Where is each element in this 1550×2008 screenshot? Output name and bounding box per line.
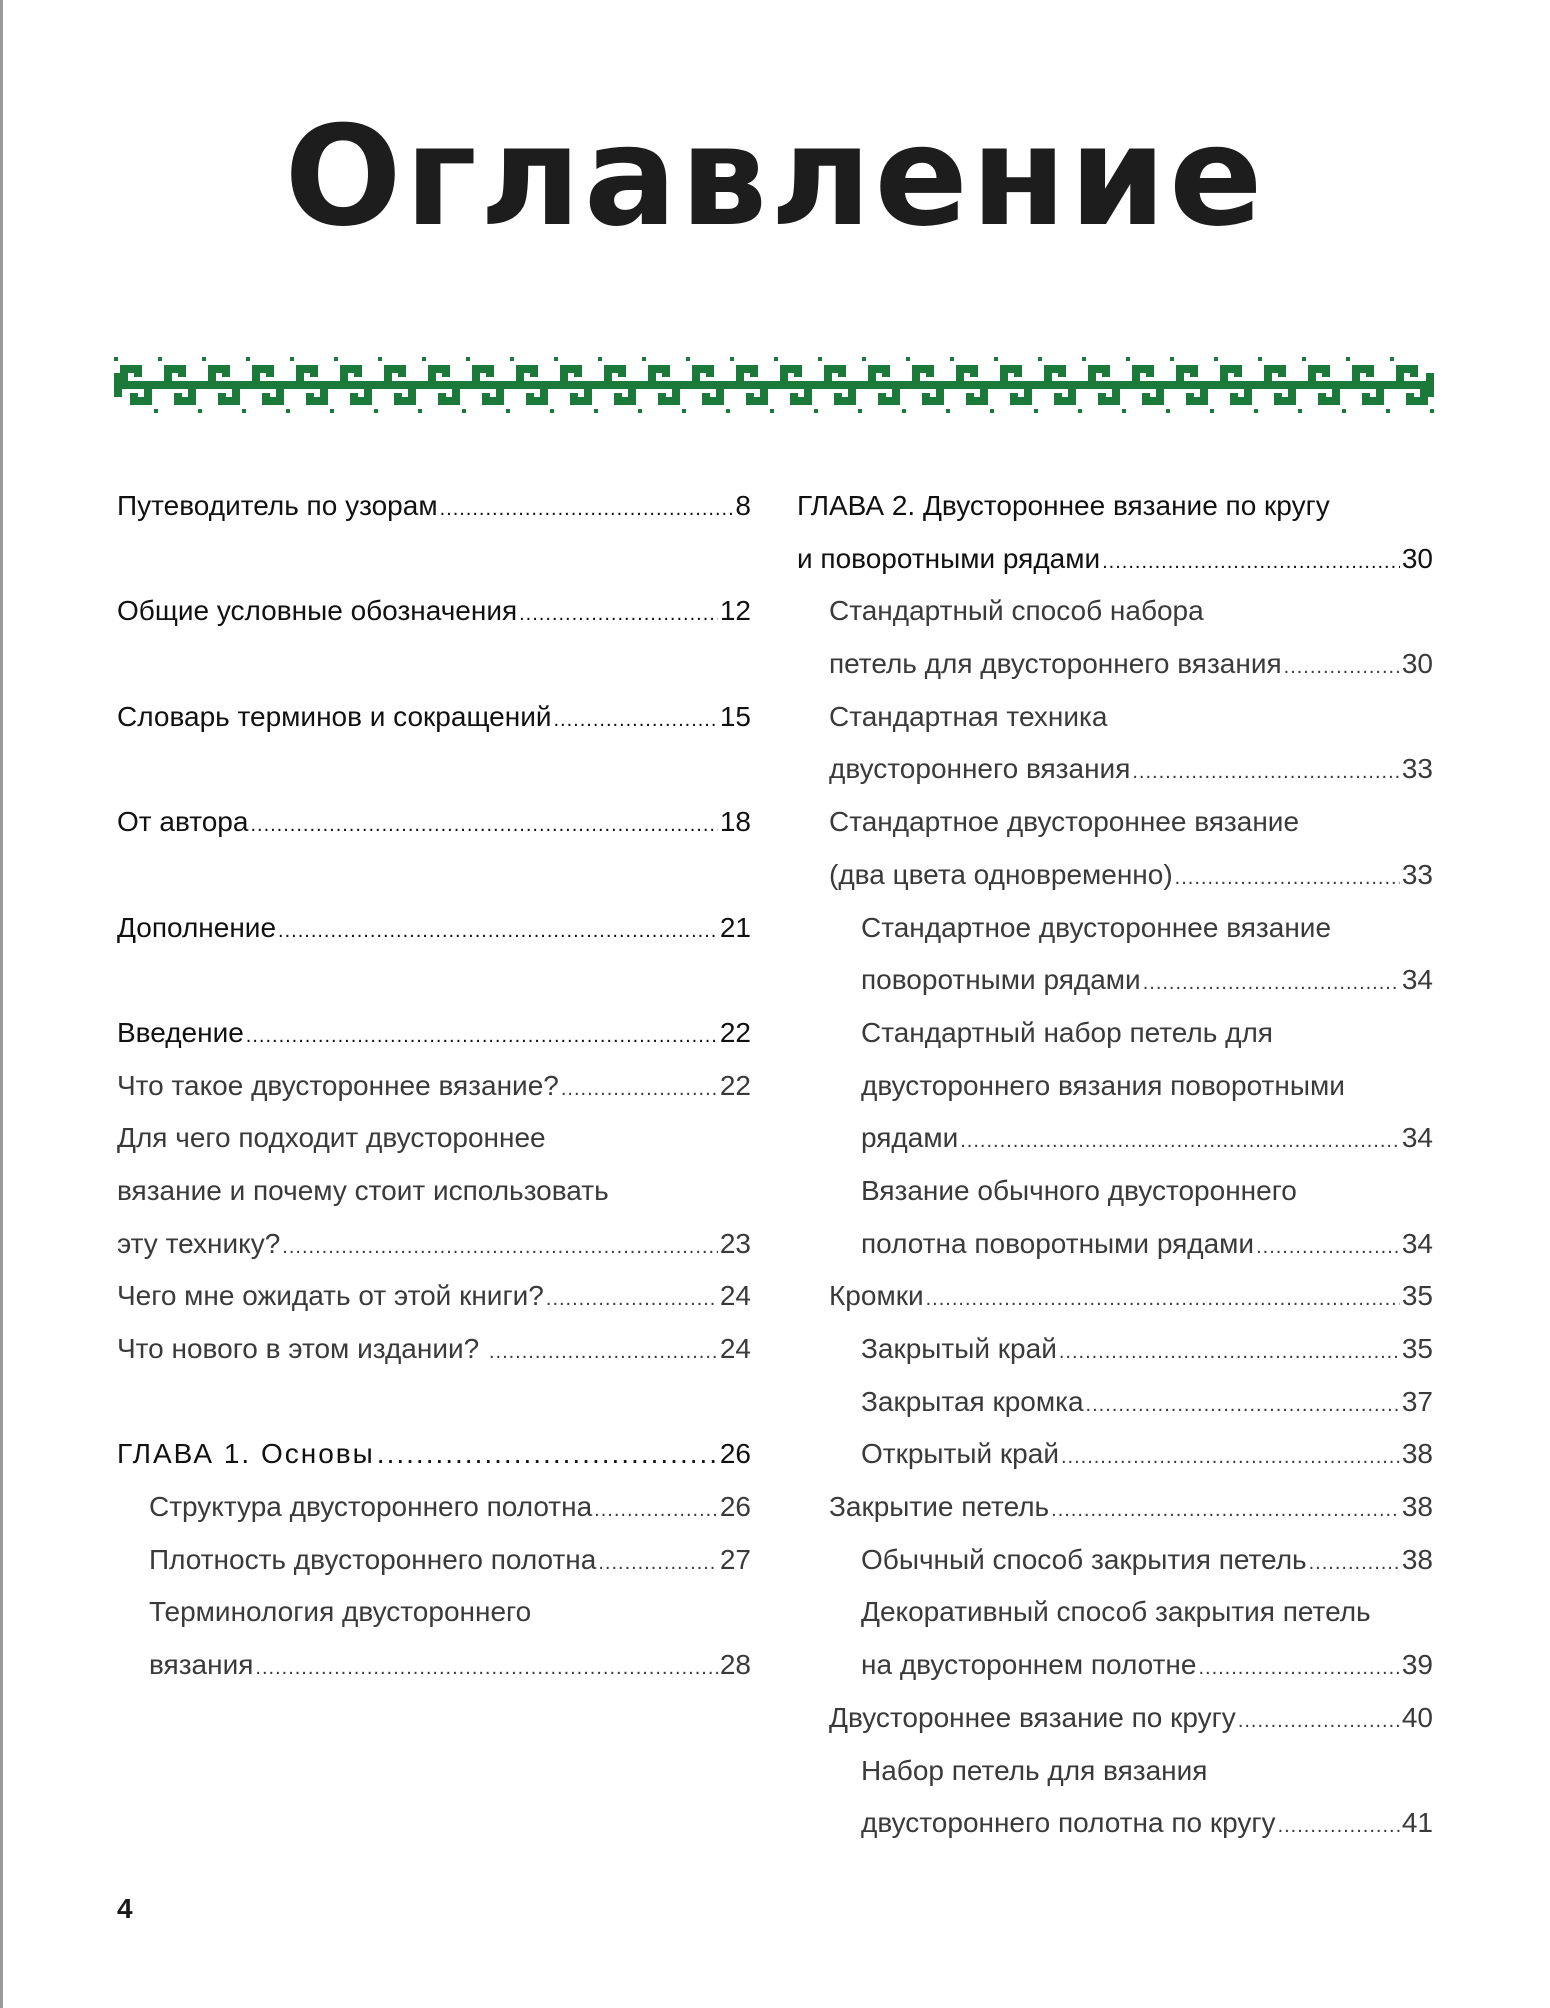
- toc-subentry-line: Для чего подходит двустороннее: [117, 1122, 546, 1154]
- toc-subentry[interactable]: вязания ..... 28: [117, 1639, 751, 1692]
- toc-subentry[interactable]: Что нового в этом издании? ..... 24: [117, 1323, 751, 1376]
- toc-subentry-line: вязание и почему стоит использовать: [117, 1174, 609, 1206]
- toc-left-column: [117, 480, 751, 1692]
- toc-subentry[interactable]: Двустороннее вязание по кругу ..... 40: [797, 1692, 1433, 1745]
- toc-subentry-line: двустороннего вязания поворотными: [861, 1069, 1345, 1101]
- toc-subentry-line: Стандартный способ набора: [829, 595, 1204, 627]
- toc-subentry-line: Стандартная техника: [829, 700, 1108, 732]
- toc-subentry[interactable]: Плотность двустороннего полотна ..... 27: [117, 1534, 751, 1587]
- toc-subentry-line: Терминология двустороннего: [149, 1596, 532, 1628]
- toc-subentry[interactable]: Обычный способ закрытия петель ..... 38: [797, 1534, 1433, 1587]
- toc-subentry-line: Набор петель для вязания: [861, 1754, 1208, 1786]
- toc-entry[interactable]: Общие условные обозначения ..... 12: [117, 585, 751, 638]
- toc-subentry[interactable]: эту технику? ..... 23: [117, 1218, 751, 1271]
- toc-subentry-line: Стандартный набор петель для: [861, 1016, 1273, 1048]
- toc-chapter[interactable]: и поворотными рядами ..... 30: [797, 533, 1433, 586]
- toc-subentry[interactable]: Кромки ..... 35: [797, 1270, 1433, 1323]
- toc-subentry[interactable]: петель для двустороннего вязания ..... 30: [797, 638, 1433, 691]
- toc-subentry[interactable]: Закрытый край ..... 35: [797, 1323, 1433, 1376]
- toc-entry[interactable]: Введение ..... 22: [117, 1007, 751, 1060]
- toc-subentry[interactable]: (два цвета одновременно) ..... 33: [797, 849, 1433, 902]
- toc-subentry[interactable]: поворотными рядами ..... 34: [797, 954, 1433, 1007]
- toc-subentry[interactable]: рядами ..... 34: [797, 1112, 1433, 1165]
- toc-subentry-line: Стандартное двустороннее вязание: [829, 806, 1300, 838]
- toc-subentry-line: Декоративный способ закрытия петель: [861, 1596, 1371, 1628]
- toc-subentry[interactable]: двустороннего вязания ..... 33: [797, 743, 1433, 796]
- toc-subentry[interactable]: Закрытие петель ..... 38: [797, 1481, 1433, 1534]
- toc-subentry[interactable]: полотна поворотными рядами ..... 34: [797, 1218, 1433, 1271]
- page-spine-line: [0, 0, 3, 2008]
- toc-entry[interactable]: Путеводитель по узорам ..... 8: [117, 480, 751, 533]
- decorative-border-ornament: [114, 357, 1434, 413]
- toc-entry[interactable]: Словарь терминов и сокращений ..... 15: [117, 691, 751, 744]
- toc-entry[interactable]: Дополнение ..... 21: [117, 902, 751, 955]
- toc-subentry-line: Вязание обычного двустороннего: [861, 1174, 1297, 1206]
- toc-subentry[interactable]: Чего мне ожидать от этой книги? ..... 24: [117, 1270, 751, 1323]
- page-number: 4: [117, 1893, 133, 1924]
- toc-subentry[interactable]: Закрытая кромка ..... 37: [797, 1376, 1433, 1429]
- toc-chapter-line: ГЛАВА 2. Двустороннее вязание по кругу: [797, 490, 1330, 521]
- toc-subentry[interactable]: двустороннего полотна по кругу ..... 41: [797, 1797, 1433, 1850]
- toc-chapter[interactable]: ГЛАВА 1. Основы ..... 26: [117, 1428, 751, 1481]
- toc-subentry-line: Стандартное двустороннее вязание: [861, 911, 1332, 943]
- toc-subentry[interactable]: Структура двустороннего полотна ..... 26: [117, 1481, 751, 1534]
- toc-entry[interactable]: От автора ..... 18: [117, 796, 751, 849]
- toc-subentry[interactable]: на двустороннем полотне ..... 39: [797, 1639, 1433, 1692]
- toc-right-column: [797, 480, 1433, 1850]
- toc-subentry[interactable]: Что такое двустороннее вязание? ..... 22: [117, 1060, 751, 1113]
- toc-subentry[interactable]: Открытый край ..... 38: [797, 1428, 1433, 1481]
- page-title: Оглавление: [284, 96, 1266, 257]
